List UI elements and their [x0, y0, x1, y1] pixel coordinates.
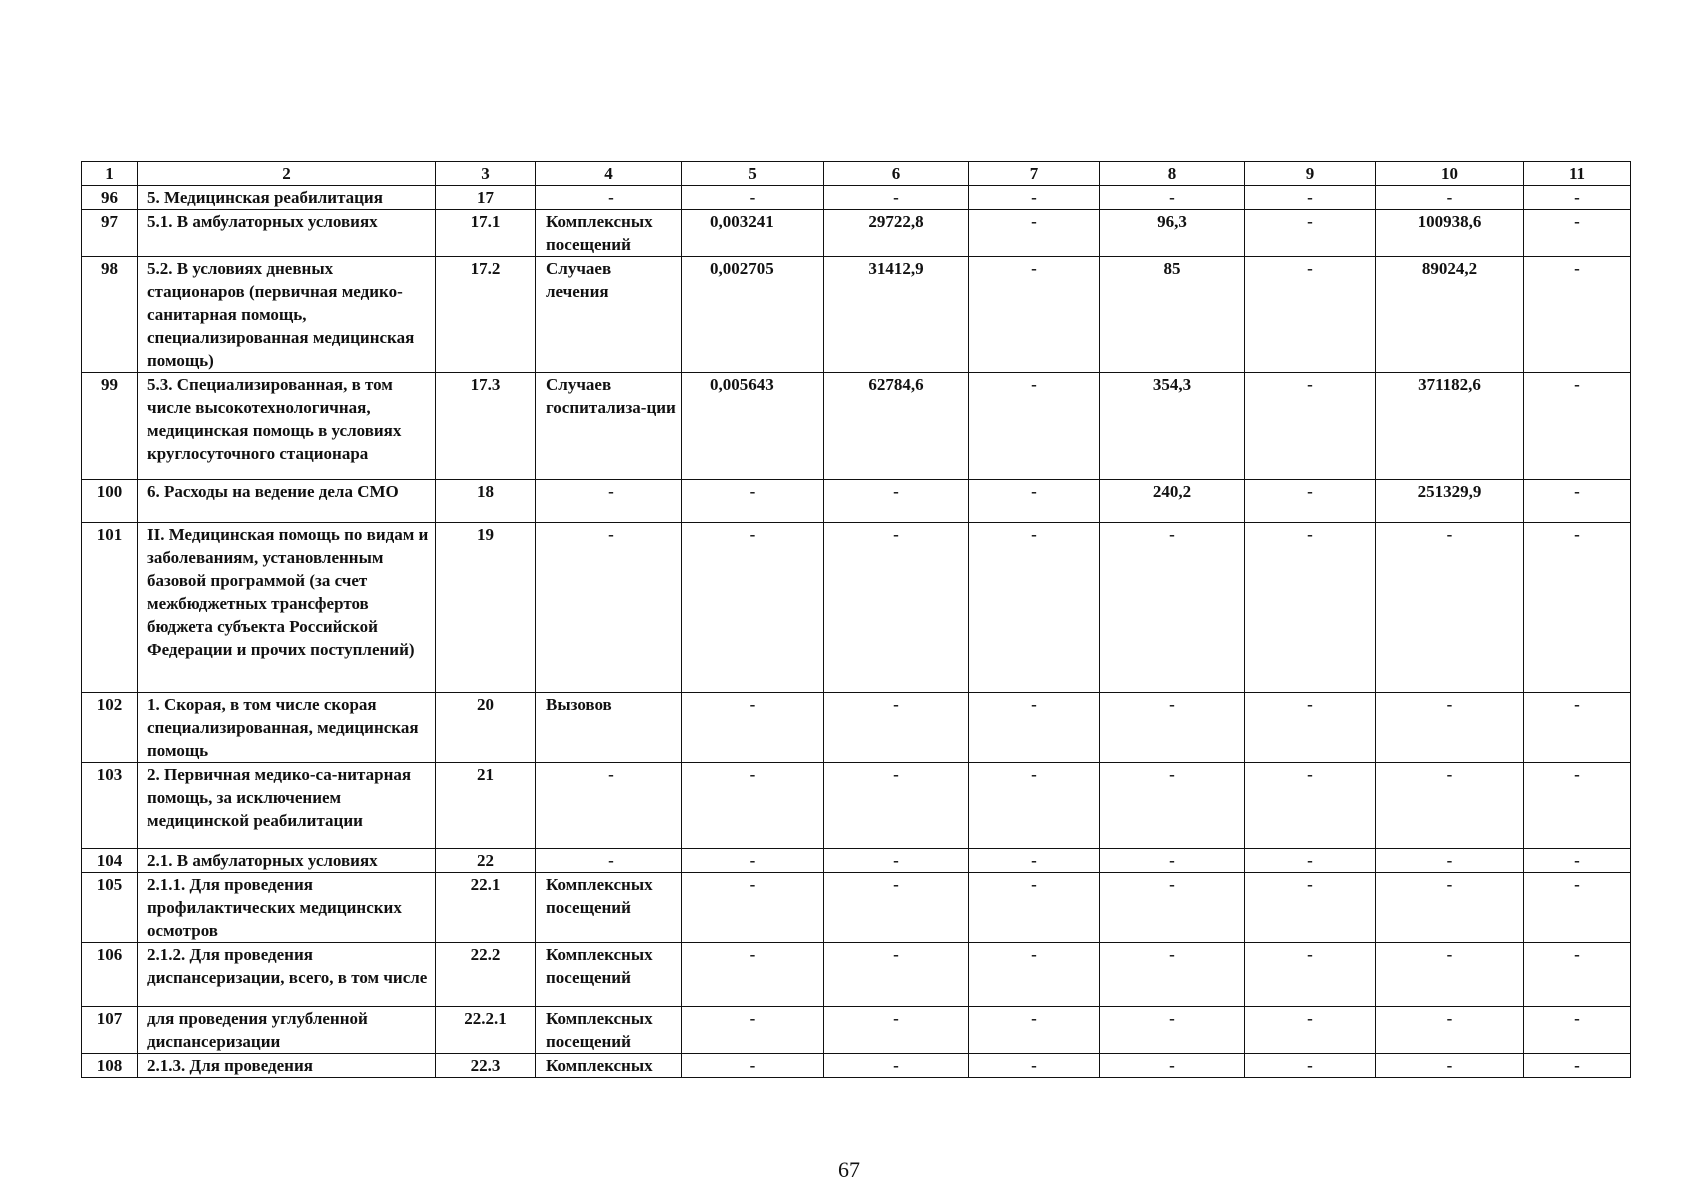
unit-cell: - [536, 480, 682, 523]
col8-cell: - [1100, 693, 1245, 763]
col7-cell: - [969, 693, 1100, 763]
col6-cell: 31412,9 [824, 257, 969, 373]
col10-cell: - [1376, 1054, 1524, 1078]
table-row [82, 523, 1631, 693]
unit-cell: Комплексных посещений [536, 210, 682, 257]
col5-cell: 0,005643 [682, 373, 824, 480]
col9-cell: - [1245, 1054, 1376, 1078]
col6-cell: - [824, 763, 969, 849]
col7-cell: - [969, 1054, 1100, 1078]
row-code-cell: 22.3 [436, 1054, 536, 1078]
col8-cell: - [1100, 1007, 1245, 1054]
col5-cell: - [682, 480, 824, 523]
row-number-cell: 97 [82, 210, 138, 257]
col11-cell: - [1524, 693, 1631, 763]
row-number-cell: 101 [82, 523, 138, 693]
indicator-name-cell: II. Медицинская помощь по видам и заболеваниям, установленным базовой программой (за счет межбюджетных трансфертов бюджета субъекта Российской Федерации и прочих поступлений) [138, 523, 436, 693]
col5-cell: 0,002705 [682, 257, 824, 373]
col10-cell: 371182,6 [1376, 373, 1524, 480]
col10-cell: 251329,9 [1376, 480, 1524, 523]
col7-cell: - [969, 849, 1100, 873]
col7-cell: - [969, 373, 1100, 480]
col11-cell: - [1524, 480, 1631, 523]
table-row [82, 693, 1631, 763]
col9-cell: - [1245, 873, 1376, 943]
col9-cell: - [1245, 373, 1376, 480]
col5-cell: - [682, 873, 824, 943]
row-code-cell: 22.2.1 [436, 1007, 536, 1054]
row-number-cell: 104 [82, 849, 138, 873]
header-cell: 2 [138, 162, 436, 186]
indicator-name-cell: 6. Расходы на ведение дела СМО [138, 480, 436, 523]
table-row [82, 480, 1631, 523]
col10-cell: 100938,6 [1376, 210, 1524, 257]
col11-cell: - [1524, 523, 1631, 693]
col5-cell: - [682, 849, 824, 873]
indicator-name-cell: 1. Скорая, в том числе скорая специализированная, медицинская помощь [138, 693, 436, 763]
col8-cell: - [1100, 763, 1245, 849]
col7-cell: - [969, 210, 1100, 257]
col9-cell: - [1245, 480, 1376, 523]
table-row [82, 1054, 1631, 1078]
header-cell: 8 [1100, 162, 1245, 186]
unit-cell: Комплексных посещений [536, 1007, 682, 1054]
row-number-cell: 103 [82, 763, 138, 849]
row-number-cell: 100 [82, 480, 138, 523]
col7-cell: - [969, 763, 1100, 849]
table-row [82, 873, 1631, 943]
col6-cell: - [824, 1054, 969, 1078]
col11-cell: - [1524, 210, 1631, 257]
col11-cell: - [1524, 873, 1631, 943]
page-number: 67 [838, 1157, 860, 1182]
header-cell: 1 [82, 162, 138, 186]
row-number-cell: 99 [82, 373, 138, 480]
col11-cell: - [1524, 257, 1631, 373]
col11-cell: - [1524, 763, 1631, 849]
col6-cell: 29722,8 [824, 210, 969, 257]
unit-cell: Комплексных [536, 1054, 682, 1078]
col5-cell: - [682, 943, 824, 1007]
col11-cell: - [1524, 1007, 1631, 1054]
col10-cell: - [1376, 873, 1524, 943]
col10-cell: - [1376, 186, 1524, 210]
header-cell: 6 [824, 162, 969, 186]
unit-cell: - [536, 186, 682, 210]
data-table [81, 161, 1631, 1078]
row-code-cell: 17 [436, 186, 536, 210]
header-cell: 9 [1245, 162, 1376, 186]
row-number-cell: 106 [82, 943, 138, 1007]
unit-cell: Случаев лечения [536, 257, 682, 373]
row-number-cell: 96 [82, 186, 138, 210]
col6-cell: - [824, 523, 969, 693]
indicator-name-cell: 2.1.1. Для проведения профилактических медицинских осмотров [138, 873, 436, 943]
indicator-name-cell: 2.1.2. Для проведения диспансеризации, всего, в том числе [138, 943, 436, 1007]
col6-cell: - [824, 1007, 969, 1054]
col5-cell: - [682, 763, 824, 849]
col6-cell: - [824, 186, 969, 210]
col8-cell: - [1100, 1054, 1245, 1078]
col5-cell: - [682, 693, 824, 763]
col8-cell: - [1100, 873, 1245, 943]
indicator-name-cell: 2. Первичная медико-са-нитарная помощь, за исключением медицинской реабилитации [138, 763, 436, 849]
header-cell: 11 [1524, 162, 1631, 186]
row-number-cell: 105 [82, 873, 138, 943]
unit-cell: Комплексных посещений [536, 943, 682, 1007]
col6-cell: - [824, 480, 969, 523]
col10-cell: 89024,2 [1376, 257, 1524, 373]
row-code-cell: 22.2 [436, 943, 536, 1007]
row-code-cell: 21 [436, 763, 536, 849]
col7-cell: - [969, 873, 1100, 943]
table-row [82, 210, 1631, 257]
row-number-cell: 98 [82, 257, 138, 373]
indicator-name-cell: 5.3. Специализированная, в том числе высокотехнологичная, медицинская помощь в условиях круглосуточного стационара [138, 373, 436, 480]
row-code-cell: 19 [436, 523, 536, 693]
unit-cell: - [536, 849, 682, 873]
col5-cell: - [682, 186, 824, 210]
header-cell: 7 [969, 162, 1100, 186]
unit-cell: Вызовов [536, 693, 682, 763]
row-code-cell: 17.1 [436, 210, 536, 257]
col5-cell: - [682, 1007, 824, 1054]
col5-cell: - [682, 1054, 824, 1078]
col7-cell: - [969, 480, 1100, 523]
table-row [82, 257, 1631, 373]
table-row [82, 186, 1631, 210]
col8-cell: 85 [1100, 257, 1245, 373]
col11-cell: - [1524, 373, 1631, 480]
col10-cell: - [1376, 849, 1524, 873]
unit-cell: Комплексных посещений [536, 873, 682, 943]
col7-cell: - [969, 523, 1100, 693]
col11-cell: - [1524, 186, 1631, 210]
col9-cell: - [1245, 523, 1376, 693]
col9-cell: - [1245, 1007, 1376, 1054]
row-code-cell: 18 [436, 480, 536, 523]
unit-cell: - [536, 763, 682, 849]
col7-cell: - [969, 186, 1100, 210]
row-number-cell: 108 [82, 1054, 138, 1078]
col10-cell: - [1376, 693, 1524, 763]
row-code-cell: 20 [436, 693, 536, 763]
unit-cell: Случаев госпитализа-ции [536, 373, 682, 480]
table-row [82, 763, 1631, 849]
col10-cell: - [1376, 763, 1524, 849]
col7-cell: - [969, 943, 1100, 1007]
col11-cell: - [1524, 849, 1631, 873]
col8-cell: - [1100, 523, 1245, 693]
row-number-cell: 107 [82, 1007, 138, 1054]
col8-cell: - [1100, 849, 1245, 873]
col9-cell: - [1245, 849, 1376, 873]
col9-cell: - [1245, 210, 1376, 257]
col9-cell: - [1245, 693, 1376, 763]
col8-cell: 240,2 [1100, 480, 1245, 523]
col6-cell: - [824, 693, 969, 763]
header-cell: 4 [536, 162, 682, 186]
col6-cell: - [824, 943, 969, 1007]
indicator-name-cell: 2.1. В амбулаторных условиях [138, 849, 436, 873]
col9-cell: - [1245, 943, 1376, 1007]
table-row [82, 373, 1631, 480]
col8-cell: - [1100, 186, 1245, 210]
table-header-row [82, 162, 1631, 186]
col11-cell: - [1524, 943, 1631, 1007]
col5-cell: 0,003241 [682, 210, 824, 257]
col6-cell: - [824, 849, 969, 873]
table-row [82, 849, 1631, 873]
indicator-name-cell: 2.1.3. Для проведения [138, 1054, 436, 1078]
col9-cell: - [1245, 186, 1376, 210]
col9-cell: - [1245, 763, 1376, 849]
col7-cell: - [969, 1007, 1100, 1054]
col5-cell: - [682, 523, 824, 693]
indicator-name-cell: 5.1. В амбулаторных условиях [138, 210, 436, 257]
col11-cell: - [1524, 1054, 1631, 1078]
indicator-name-cell: 5. Медицинская реабилитация [138, 186, 436, 210]
header-cell: 5 [682, 162, 824, 186]
table-row [82, 1007, 1631, 1054]
col6-cell: 62784,6 [824, 373, 969, 480]
col8-cell: 96,3 [1100, 210, 1245, 257]
col7-cell: - [969, 257, 1100, 373]
row-number-cell: 102 [82, 693, 138, 763]
table-body [82, 186, 1631, 1078]
col6-cell: - [824, 873, 969, 943]
unit-cell: - [536, 523, 682, 693]
col9-cell: - [1245, 257, 1376, 373]
table-row [82, 943, 1631, 1007]
row-code-cell: 17.2 [436, 257, 536, 373]
row-code-cell: 22 [436, 849, 536, 873]
row-code-cell: 22.1 [436, 873, 536, 943]
col10-cell: - [1376, 1007, 1524, 1054]
row-code-cell: 17.3 [436, 373, 536, 480]
col8-cell: - [1100, 943, 1245, 1007]
header-cell: 10 [1376, 162, 1524, 186]
col10-cell: - [1376, 943, 1524, 1007]
col8-cell: 354,3 [1100, 373, 1245, 480]
indicator-name-cell: 5.2. В условиях дневных стационаров (первичная медико-санитарная помощь, специализированная медицинская помощь) [138, 257, 436, 373]
header-cell: 3 [436, 162, 536, 186]
col10-cell: - [1376, 523, 1524, 693]
indicator-name-cell: для проведения углубленной диспансеризации [138, 1007, 436, 1054]
